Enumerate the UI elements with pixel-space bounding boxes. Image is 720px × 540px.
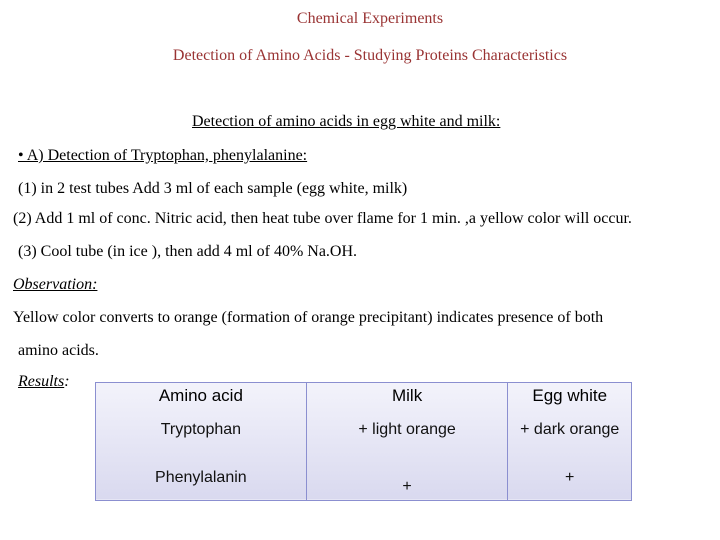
cell-tryptophan-milk: + light orange	[306, 409, 508, 451]
observation-text-line2: amino acids.	[18, 342, 99, 359]
observation-text-line1: Yellow color converts to orange (formation of orange precipitant) indicates presence of both	[13, 309, 604, 326]
table-row	[96, 409, 632, 451]
cell-tryptophan-egg-white: + dark orange	[508, 409, 632, 451]
section-title: Detection of amino acids in egg white and milk:	[192, 113, 501, 130]
step-3: (3) Cool tube (in ice ), then add 4 ml of 40% Na.OH.	[18, 243, 358, 260]
step-2: (2) Add 1 ml of conc. Nitric acid, then heat tube over flame for 1 min. ,a yellow color will occur.	[13, 210, 632, 227]
results-table	[95, 382, 632, 501]
cell-tryptophan: Tryptophan	[160, 421, 242, 438]
header-milk: Milk	[306, 383, 508, 410]
step-1: (1) in 2 test tubes Add 3 ml of each sample (egg white, milk)	[18, 180, 408, 197]
part-a-heading: • A) Detection of Tryptophan, phenylalanine:	[18, 147, 308, 164]
cell-phenylalanin-milk: +	[306, 451, 508, 500]
header-egg-white: Egg white	[508, 383, 632, 410]
header-amino-acid: Amino acid	[158, 386, 243, 405]
page-subtitle: Detection of Amino Acids - Studying Proteins Characteristics	[172, 47, 568, 64]
results-label: Results	[18, 373, 65, 390]
cell-phenylalanin: Phenylalanin	[155, 469, 247, 487]
observation-label: Observation:	[13, 276, 98, 293]
results-label-wrap	[18, 373, 70, 391]
table-row	[96, 451, 632, 500]
table-header-row	[96, 383, 632, 410]
cell-phenylalanin-egg-white: +	[508, 451, 632, 500]
results-colon: :	[64, 373, 70, 390]
page-title: Chemical Experiments	[296, 10, 444, 27]
